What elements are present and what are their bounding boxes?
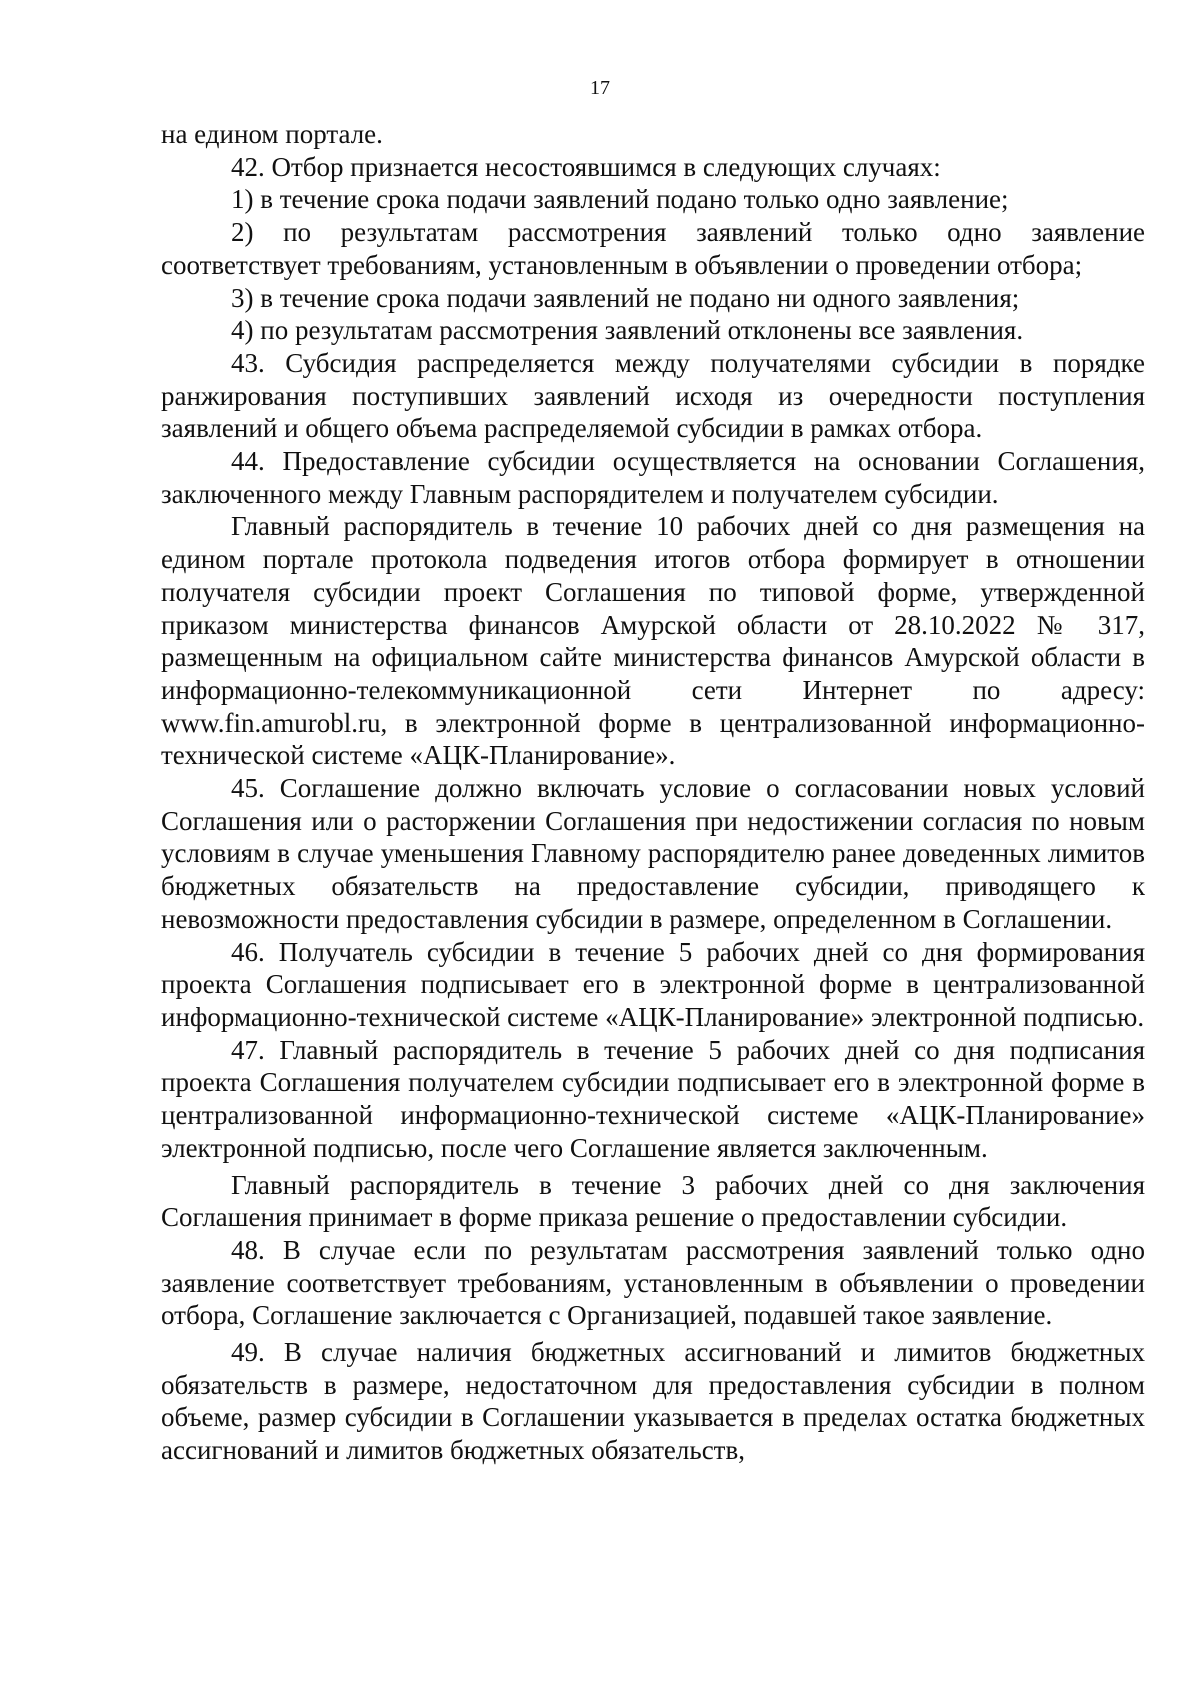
paragraph-47-continuation: Главный распорядитель в течение 3 рабочих дней со дня заключения Соглашения принимает в форме приказа решение о предоставлении субсидии. xyxy=(161,1169,1145,1233)
paragraph-continuation: на едином портале. xyxy=(161,119,383,149)
paragraph-42-item-1: 1) в течение срока подачи заявлений подано только одно заявление; xyxy=(231,184,1009,215)
document-body xyxy=(161,118,1145,1467)
page-number: 17 xyxy=(590,77,610,99)
paragraph-48: 48. В случае если по результатам рассмотрения заявлений только одно заявление соответствует требованиям, установленным в объявлении о проведении отбора, Соглашение заключается с Организацией, подавшей такое заявление. xyxy=(161,1234,1145,1331)
paragraph-43: 43. Субсидия распределяется между получателями субсидии в порядке ранжирования поступивших заявлений исходя из очередности поступления заявлений и общего объема распределяемой субсидии в рамках отбора. xyxy=(161,347,1145,444)
paragraph-47: 47. Главный распорядитель в течение 5 рабочих дней со дня подписания проекта Соглашения получателем субсидии подписывает его в электронной форме в централизованной информационно-технической системе «АЦК-Планирование» электронной подписью, после чего Соглашение является заключенным. xyxy=(161,1034,1145,1163)
paragraph-42-item-3: 3) в течение срока подачи заявлений не подано ни одного заявления; xyxy=(231,282,1020,313)
paragraph-45: 45. Соглашение должно включать условие о согласовании новых условий Соглашения или о расторжении Соглашения при недостижении согласия по новым условиям в случае уменьшения Главному распорядителю ранее доведенных лимитов бюджетных обязательств на предоставление субсидии, приводящего к невозможности предоставления субсидии в размере, определенном в Соглашении. xyxy=(161,773,1145,934)
paragraph-44-continuation: Главный распорядитель в течение 10 рабочих дней со дня размещения на едином портале протокола подведения итогов отбора формирует в отношении получателя субсидии проект Соглашения по типовой форме, утвержденной приказом министерства финансов Амурской области от 28.10.2022 № 317, размещенным на официальном сайте министерства финансов Амурской области в информационно-телекоммуникационной сети Интернет по адресу: www.fin.amurobl.ru, в электронной форме в централизованной информационно-технической системе «АЦК-Планирование». xyxy=(161,511,1145,771)
paragraph-49: 49. В случае наличия бюджетных ассигнований и лимитов бюджетных обязательств в размере, недостаточном для предоставления субсидии в полном объеме, размер субсидии в Соглашении указывается в пределах остатка бюджетных ассигнований и лимитов бюджетных обязательств, xyxy=(161,1337,1145,1466)
paragraph-42: 42. Отбор признается несостоявшимся в следующих случаях: xyxy=(231,151,941,182)
paragraph-42-item-4: 4) по результатам рассмотрения заявлений отклонены все заявления. xyxy=(231,315,1024,346)
paragraph-44: 44. Предоставление субсидии осуществляется на основании Соглашения, заключенного между Главным распорядителем и получателем субсидии. xyxy=(161,446,1145,509)
paragraph-42-item-2: 2) по результатам рассмотрения заявлений только одно заявление соответствует требованиям, установленным в объявлении о проведении отбора; xyxy=(161,217,1145,280)
paragraph-46: 46. Получатель субсидии в течение 5 рабочих дней со дня формирования проекта Соглашения подписывает его в электронной форме в централизованной информационно-технической системе «АЦК-Планирование» электронной подписью. xyxy=(161,936,1145,1032)
